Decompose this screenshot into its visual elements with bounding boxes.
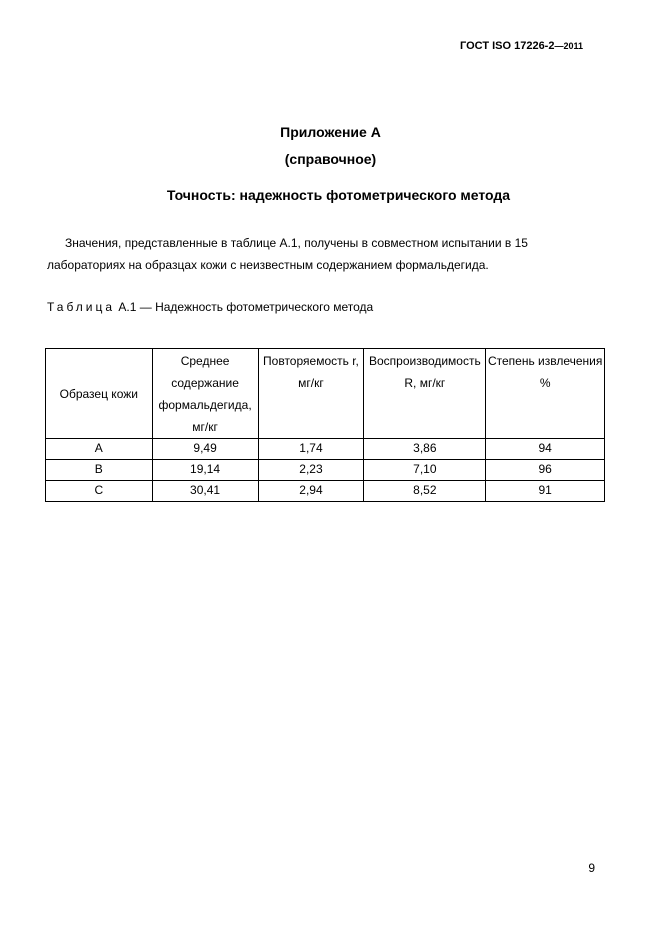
header-recovery: Степень извлечения % bbox=[486, 349, 605, 439]
body-paragraph: Значения, представленные в таблице А.1, получены в совместном испытании в 15 лабораториях на образцах кожи с неизвестным содержанием формальдегида. bbox=[47, 236, 528, 272]
annex-title: Приложение А bbox=[280, 124, 381, 140]
table-row bbox=[46, 481, 605, 502]
cell-reproducibility: 8,52 bbox=[364, 481, 486, 502]
header-sample: Образец кожи bbox=[46, 349, 153, 439]
header-reproducibility: Воспроизводимость R, мг/кг bbox=[364, 349, 486, 439]
table-caption-text: А.1 — Надежность фотометрического метода bbox=[118, 300, 374, 314]
cell-mean-content: 19,14 bbox=[152, 460, 258, 481]
cell-sample: С bbox=[46, 481, 153, 502]
cell-repeatability: 1,74 bbox=[258, 439, 364, 460]
table-row bbox=[46, 439, 605, 460]
cell-reproducibility: 3,86 bbox=[364, 439, 486, 460]
cell-repeatability: 2,94 bbox=[258, 481, 364, 502]
header-mean-content: Среднее содержание формальдегида, мг/кг bbox=[152, 349, 258, 439]
precision-table bbox=[45, 348, 605, 502]
standard-designation bbox=[460, 40, 583, 52]
cell-mean-content: 9,49 bbox=[152, 439, 258, 460]
table-header-row bbox=[46, 349, 605, 439]
table-caption bbox=[47, 300, 373, 314]
cell-repeatability: 2,23 bbox=[258, 460, 364, 481]
table-row bbox=[46, 460, 605, 481]
annex-type: (справочное) bbox=[284, 151, 377, 167]
header-repeatability: Повторяемость r, мг/кг bbox=[258, 349, 364, 439]
cell-recovery: 96 bbox=[486, 460, 605, 481]
section-title: Точность: надежность фотометрического метода bbox=[166, 187, 511, 203]
cell-recovery: 94 bbox=[486, 439, 605, 460]
cell-mean-content: 30,41 bbox=[152, 481, 258, 502]
table-caption-label: Таблица bbox=[47, 300, 116, 314]
cell-sample: А bbox=[46, 439, 153, 460]
cell-recovery: 91 bbox=[486, 481, 605, 502]
page-number: 9 bbox=[588, 861, 595, 875]
cell-reproducibility: 7,10 bbox=[364, 460, 486, 481]
standard-year: —2011 bbox=[554, 41, 583, 51]
cell-sample: В bbox=[46, 460, 153, 481]
standard-number: ГОСТ ISO 17226-2 bbox=[460, 40, 555, 52]
